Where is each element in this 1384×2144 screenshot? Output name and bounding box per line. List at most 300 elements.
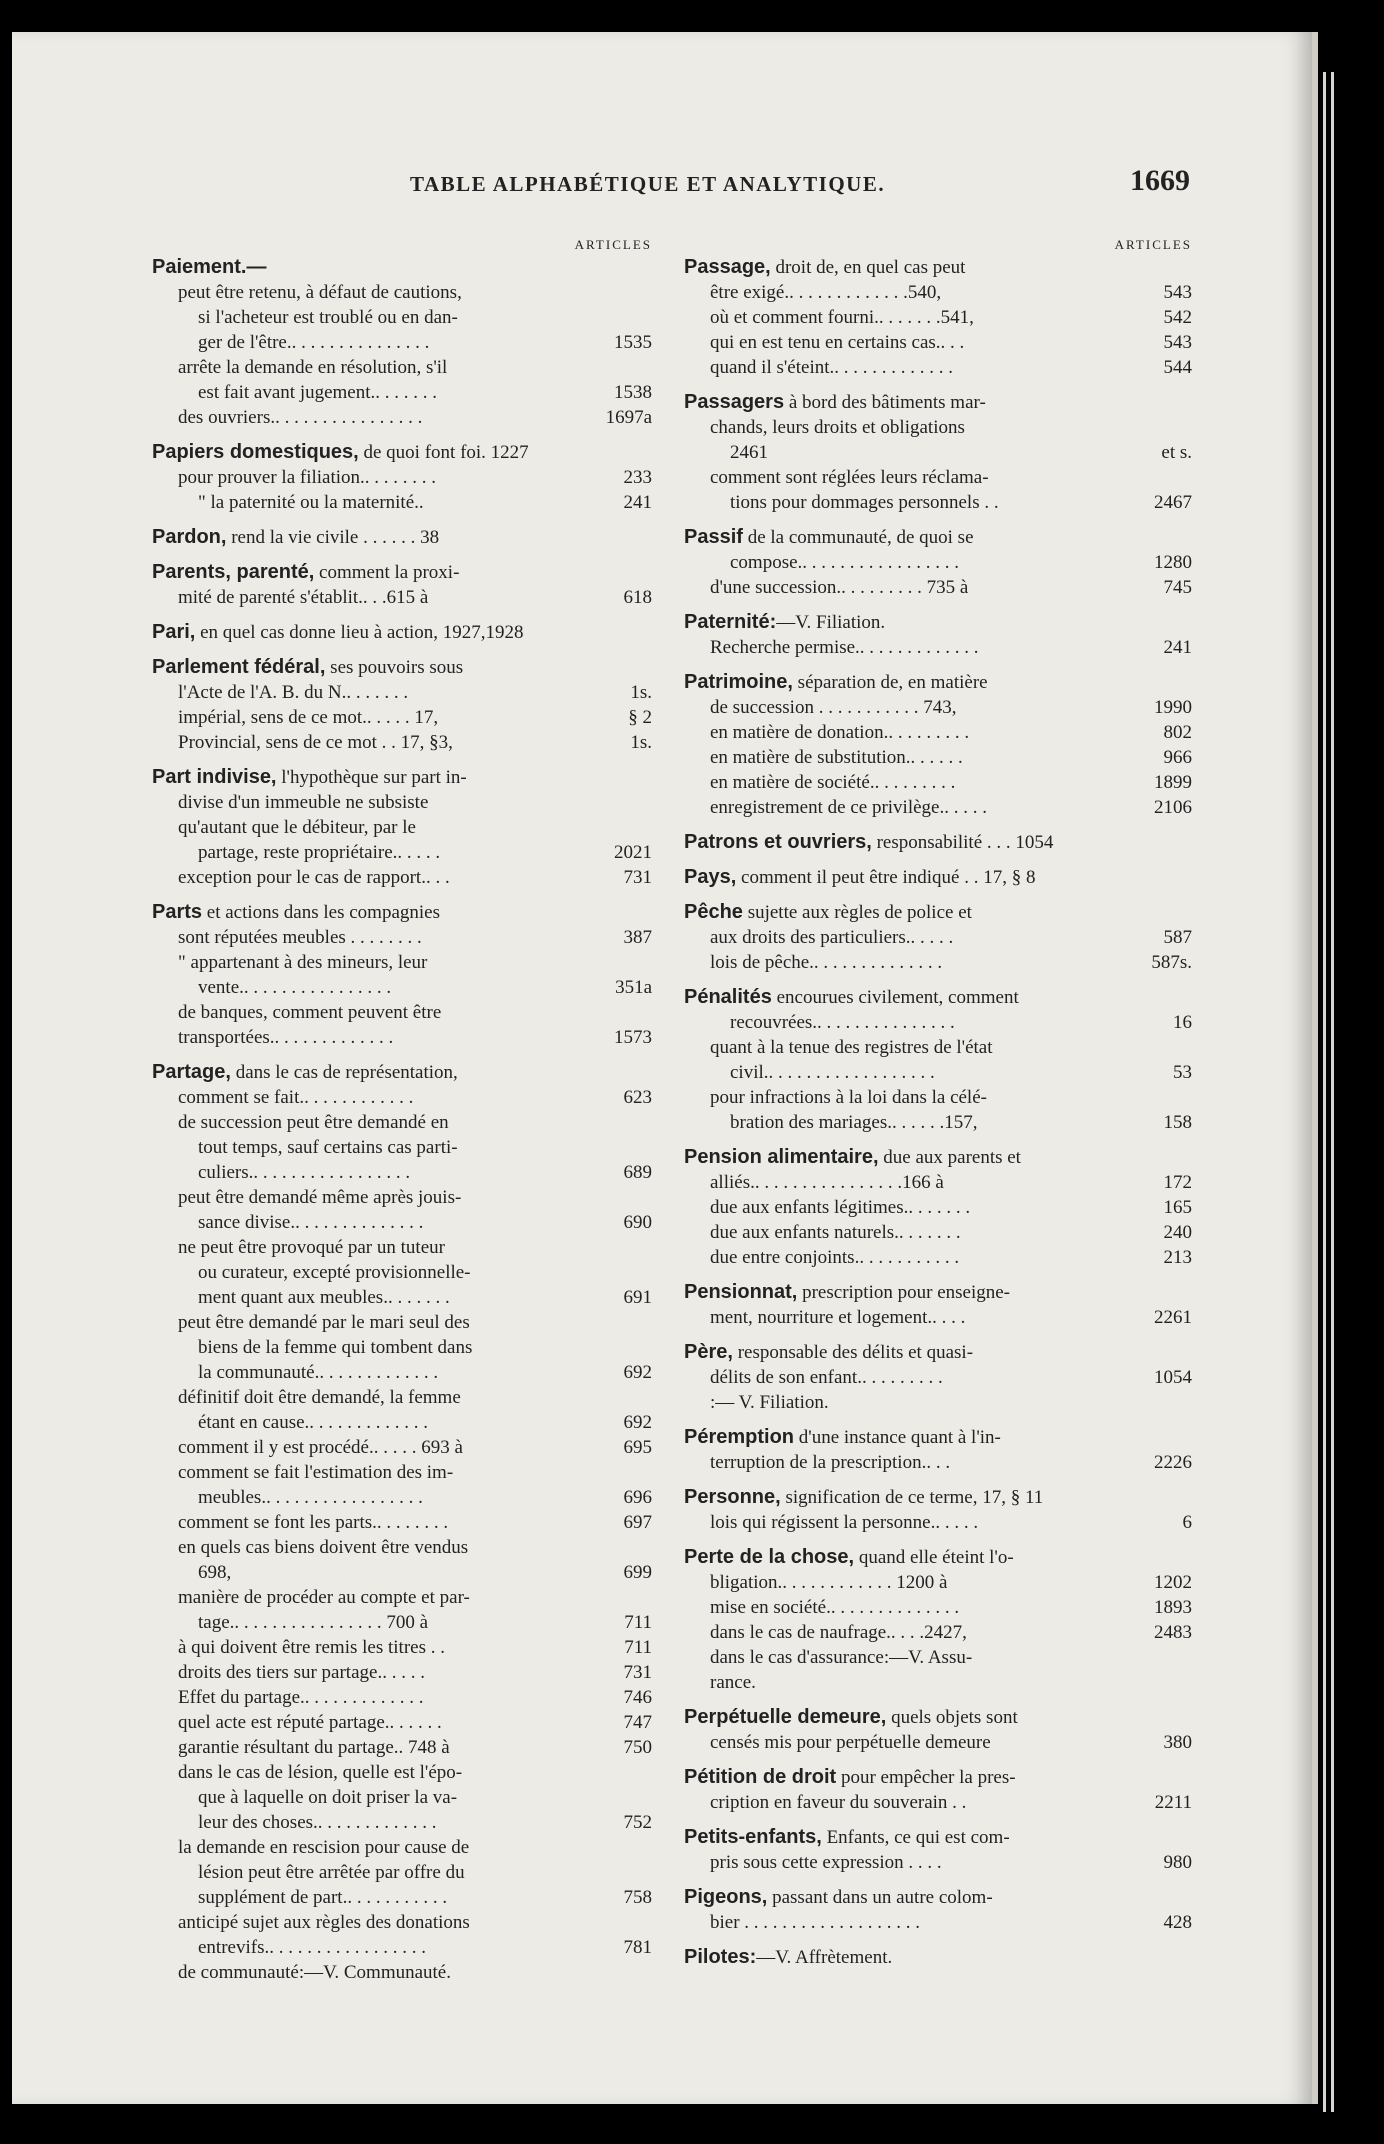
article-number: 711 [620, 1610, 652, 1635]
subline-text: impérial, sens de ce mot.. . . . . 17, [178, 707, 439, 728]
subline-text: comment il y est procédé.. . . . . 693 à [178, 1437, 463, 1458]
entry-subline [152, 1610, 652, 1635]
index-entry [684, 1545, 1192, 1695]
entry-subline [152, 330, 652, 355]
article-number: 543 [1160, 280, 1193, 305]
entry-headword: Papiers domestiques, [152, 441, 359, 463]
entry-heading-line [152, 765, 652, 790]
entry-heading-line [152, 255, 652, 280]
article-number: 2261 [1150, 1305, 1192, 1330]
subline-text: :— V. Filiation. [710, 1392, 829, 1413]
entry-heading-line [684, 1885, 1192, 1910]
subline-text: civil.. . . . . . . . . . . . . . . . . . [730, 1062, 935, 1083]
subline-text: leur des choses.. . . . . . . . . . . . . [198, 1812, 437, 1833]
entry-subline [684, 1085, 1192, 1110]
index-entry [684, 670, 1192, 820]
index-entry [684, 985, 1192, 1135]
entry-headword: Pilotes: [684, 1946, 757, 1968]
index-entry [152, 525, 652, 550]
subline-text: bration des mariages.. . . . . .157, [730, 1112, 978, 1133]
entry-subline [152, 1660, 652, 1685]
entry-heading-line [152, 900, 652, 925]
entry-headword: Pension alimentaire, [684, 1146, 879, 1168]
entry-subline [684, 280, 1192, 305]
entry-subline [152, 1110, 652, 1135]
article-number: 692 [620, 1410, 653, 1435]
article-number: 1573 [610, 1025, 652, 1050]
entry-subline [684, 1450, 1192, 1475]
subline-text: entrevifs.. . . . . . . . . . . . . . . . . [198, 1937, 426, 1958]
entry-heading-line [684, 1425, 1192, 1450]
entry-heading-text: en quel cas donne lieu à action, 1927,1928 [195, 622, 524, 643]
subline-text: aux droits des particuliers.. . . . . [710, 927, 954, 948]
subline-text: " appartenant à des mineurs, leur [178, 952, 428, 973]
entry-heading-text: signification de ce terme, 17, § 11 [780, 1487, 1044, 1508]
subline-text: Provincial, sens de ce mot . . 17, §3, [178, 732, 453, 753]
subline-text: terruption de la prescription.. . . [710, 1452, 951, 1473]
article-number: 746 [620, 1685, 653, 1710]
entry-subline [152, 815, 652, 840]
entry-headword: Partage, [152, 1061, 231, 1083]
entry-heading-line [684, 670, 1192, 695]
entry-heading-text: prescription pour enseigne- [797, 1282, 1010, 1303]
entry-subline [152, 1185, 652, 1210]
entry-subline [684, 635, 1192, 660]
subline-text: divise d'un immeuble ne subsiste [178, 792, 429, 813]
entry-subline [684, 440, 1192, 465]
index-entry [684, 1825, 1192, 1875]
subline-text: due entre conjoints.. . . . . . . . . . . [710, 1247, 960, 1268]
entry-subline [152, 1885, 652, 1910]
subline-text: sont réputées meubles . . . . . . . . [178, 927, 422, 948]
entry-subline [684, 1510, 1192, 1535]
entry-headword: Péremption [684, 1426, 795, 1448]
article-number: 750 [620, 1735, 653, 1760]
index-entry [152, 560, 652, 610]
running-title: TABLE ALPHABÉTIQUE ET ANALYTIQUE. [410, 172, 886, 196]
entry-heading-text: de quoi font foi. 1227 [358, 442, 529, 463]
entry-subline [152, 1135, 652, 1160]
subline-text: définitif doit être demandé, la femme [178, 1387, 461, 1408]
entry-subline [152, 1160, 652, 1185]
entry-heading-line [684, 1705, 1192, 1730]
index-entry [152, 765, 652, 890]
index-entry [684, 255, 1192, 380]
entry-subline [684, 1110, 1192, 1135]
entry-subline [684, 1790, 1192, 1815]
subline-text: anticipé sujet aux règles des donations [178, 1912, 470, 1933]
article-number: 692 [620, 1360, 653, 1385]
entry-subline [152, 1960, 652, 1985]
article-number: 1697a [602, 405, 652, 430]
article-number: 2106 [1150, 795, 1192, 820]
article-number: 16 [1169, 1010, 1192, 1035]
subline-text: pris sous cette expression . . . . [710, 1852, 942, 1873]
entry-subline [152, 1310, 652, 1335]
entry-headword: Pari, [152, 621, 196, 643]
index-entry [684, 390, 1192, 515]
subline-text: compose.. . . . . . . . . . . . . . . . . [730, 552, 960, 573]
subline-text: Effet du partage.. . . . . . . . . . . . . [178, 1687, 424, 1708]
articles-label: ARTICLES [574, 237, 652, 252]
entry-subline [152, 1785, 652, 1810]
index-entry [152, 655, 652, 755]
entry-subline [152, 1385, 652, 1410]
entry-subline [684, 1220, 1192, 1245]
entry-subline [152, 490, 652, 515]
subline-text: l'Acte de l'A. B. du N.. . . . . . . [178, 682, 409, 703]
index-entry [684, 1765, 1192, 1815]
index-column-left [152, 232, 652, 1995]
entry-heading-text: encourues civilement, comment [771, 987, 1019, 1008]
article-number: 233 [620, 465, 653, 490]
subline-text: vente.. . . . . . . . . . . . . . . . [198, 977, 392, 998]
article-number: 695 [620, 1435, 653, 1460]
entry-heading-line [152, 655, 652, 680]
entry-subline [684, 1570, 1192, 1595]
article-number: 2021 [610, 840, 652, 865]
entry-subline [152, 1235, 652, 1260]
entry-subline [152, 1635, 652, 1660]
subline-text: quand il s'éteint.. . . . . . . . . . . . . [710, 357, 954, 378]
entry-subline [684, 1010, 1192, 1035]
subline-text: est fait avant jugement.. . . . . . . [198, 382, 438, 403]
entry-subline [684, 720, 1192, 745]
entry-heading-text: due aux parents et [878, 1147, 1021, 1168]
entry-headword: Pénalités [684, 986, 772, 1008]
subline-text: comment se fait.. . . . . . . . . . . . [178, 1087, 414, 1108]
entry-heading-text: rend la vie civile . . . . . . 38 [226, 527, 440, 548]
subline-text: des ouvriers.. . . . . . . . . . . . . . . . [178, 407, 423, 428]
subline-text: manière de procéder au compte et par- [178, 1587, 470, 1608]
entry-heading-line [152, 440, 652, 465]
index-entry [152, 255, 652, 430]
entry-subline [684, 1060, 1192, 1085]
subline-text: mise en société.. . . . . . . . . . . . . . [710, 1597, 960, 1618]
article-number: 731 [620, 1660, 653, 1685]
subline-text: qui en est tenu en certains cas.. . . [710, 332, 965, 353]
subline-text: peut être retenu, à défaut de cautions, [178, 282, 462, 303]
index-entry [684, 1340, 1192, 1415]
article-number: 428 [1160, 1910, 1193, 1935]
entry-heading-text: responsabilité . . . 1054 [871, 832, 1054, 853]
index-entry [684, 1885, 1192, 1935]
page-number: 1669 [1130, 164, 1190, 197]
entry-headword: Père, [684, 1341, 733, 1363]
index-entry [684, 1425, 1192, 1475]
entry-heading-text: responsable des délits et quasi- [732, 1342, 974, 1363]
articles-label: ARTICLES [1114, 237, 1192, 252]
entry-subline [684, 1645, 1192, 1670]
subline-text: supplément de part.. . . . . . . . . . . [198, 1887, 448, 1908]
entry-subline [152, 1910, 652, 1935]
article-number: 387 [620, 925, 653, 950]
subline-text: ger de l'être.. . . . . . . . . . . . . . . [198, 332, 430, 353]
index-entry [684, 525, 1192, 600]
subline-text: 2461 [730, 442, 768, 463]
entry-heading-text: quand elle éteint l'o- [854, 1547, 1014, 1568]
index-column-right [684, 232, 1192, 1980]
subline-text: transportées.. . . . . . . . . . . . . [178, 1027, 394, 1048]
subline-text: partage, reste propriétaire.. . . . . [198, 842, 441, 863]
subline-text: bier . . . . . . . . . . . . . . . . . . . [710, 1912, 921, 1933]
entry-headword: Parents, parenté, [152, 561, 315, 583]
entry-headword: Patrons et ouvriers, [684, 831, 872, 853]
entry-heading-line [684, 865, 1192, 890]
subline-text: tage.. . . . . . . . . . . . . . . . 700 à [198, 1612, 429, 1633]
article-number: 1s. [626, 680, 652, 705]
subline-text: recouvrées.. . . . . . . . . . . . . . . [730, 1012, 955, 1033]
article-number: 1899 [1150, 770, 1192, 795]
entry-heading-line [684, 1765, 1192, 1790]
entry-heading-text: sujette aux règles de police et [742, 902, 972, 923]
subline-text: ne peut être provoqué par un tuteur [178, 1237, 445, 1258]
subline-text: dans le cas de lésion, quelle est l'épo- [178, 1762, 463, 1783]
article-number: 240 [1160, 1220, 1193, 1245]
entry-heading-line [684, 830, 1192, 855]
entry-subline [152, 1760, 652, 1785]
article-number: 587s. [1147, 950, 1192, 975]
entry-subline [684, 925, 1192, 950]
entry-heading-text: d'une instance quant à l'in- [794, 1427, 1001, 1448]
article-number: 697 [620, 1510, 653, 1535]
subline-text: quant à la tenue des registres de l'état [710, 1037, 993, 1058]
subline-text: due aux enfants naturels.. . . . . . . [710, 1222, 961, 1243]
article-number: 802 [1160, 720, 1193, 745]
subline-text: lois qui régissent la personne.. . . . . [710, 1512, 979, 1533]
article-number: et s. [1157, 440, 1192, 465]
entry-subline [152, 1260, 652, 1285]
subline-text: étant en cause.. . . . . . . . . . . . . [198, 1412, 429, 1433]
subline-text: alliés.. . . . . . . . . . . . . . . .166 à [710, 1172, 944, 1193]
subline-text: pour infractions à la loi dans la célé- [710, 1087, 987, 1108]
article-number: 380 [1160, 1730, 1193, 1755]
article-number: 1280 [1150, 550, 1192, 575]
article-number: 758 [620, 1885, 653, 1910]
entry-subline [152, 1210, 652, 1235]
subline-text: censés mis pour perpétuelle demeure [710, 1732, 991, 1753]
entry-heading-text: séparation de, en matière [792, 672, 988, 693]
entry-headword: Pardon, [152, 526, 227, 548]
article-number: 731 [620, 865, 653, 890]
entry-headword: Parts [152, 901, 203, 923]
article-number: 165 [1160, 1195, 1193, 1220]
entry-subline [684, 1365, 1192, 1390]
subline-text: dans le cas de naufrage.. . . .2427, [710, 1622, 967, 1643]
entry-subline [684, 415, 1192, 440]
entry-heading-text: et actions dans les compagnies [202, 902, 440, 923]
entry-subline [152, 1435, 652, 1460]
entry-subline [152, 840, 652, 865]
entry-headword: Paternité: [684, 611, 777, 633]
entry-heading-line [684, 985, 1192, 1010]
entry-headword: Pétition de droit [684, 1766, 837, 1788]
entry-subline [684, 355, 1192, 380]
index-entry [684, 865, 1192, 890]
entry-headword: Perpétuelle demeure, [684, 1706, 887, 1728]
entry-headword: Pensionnat, [684, 1281, 798, 1303]
entry-subline [152, 730, 652, 755]
subline-text: tions pour dommages personnels . . [730, 492, 999, 513]
entry-subline [152, 1810, 652, 1835]
entry-headword: Patrimoine, [684, 671, 793, 693]
entry-heading-line [152, 1060, 652, 1085]
entry-subline [684, 575, 1192, 600]
index-entry [684, 1280, 1192, 1330]
subline-text: où et comment fourni.. . . . . . .541, [710, 307, 974, 328]
subline-text: chands, leurs droits et obligations [710, 417, 965, 438]
subline-text: en matière de donation.. . . . . . . . . [710, 722, 970, 743]
index-entry [684, 1485, 1192, 1535]
article-number: 1054 [1150, 1365, 1192, 1390]
article-number: 980 [1160, 1850, 1193, 1875]
article-number: 1s. [626, 730, 652, 755]
entry-subline [152, 1360, 652, 1385]
article-number: 587 [1160, 925, 1193, 950]
subline-text: sance divise.. . . . . . . . . . . . . . [198, 1212, 424, 1233]
entry-subline [684, 1670, 1192, 1695]
article-number: 711 [620, 1635, 652, 1660]
entry-heading-line [684, 390, 1192, 415]
entry-headword: Passagers [684, 391, 785, 413]
entry-heading-text: —V. Affrètement. [756, 1947, 893, 1968]
entry-subline [152, 975, 652, 1000]
subline-text: exception pour le cas de rapport.. . . [178, 867, 450, 888]
subline-text: tout temps, sauf certains cas parti- [198, 1137, 458, 1158]
entry-subline [684, 1305, 1192, 1330]
entry-heading-text: de la communauté, de quoi se [742, 527, 974, 548]
subline-text: comment se fait l'estimation des im- [178, 1462, 454, 1483]
entry-subline [152, 1460, 652, 1485]
article-number: 1202 [1150, 1570, 1192, 1595]
entry-heading-line [152, 620, 652, 645]
entry-heading-text: pour empêcher la pres- [836, 1767, 1016, 1788]
index-entry [684, 900, 1192, 975]
entry-subline [684, 1910, 1192, 1935]
entry-heading-line [684, 1825, 1192, 1850]
article-number: 213 [1160, 1245, 1193, 1270]
article-number: 351a [611, 975, 652, 1000]
subline-text: enregistrement de ce privilège.. . . . . [710, 797, 987, 818]
entry-subline [152, 1735, 652, 1760]
article-number: 747 [620, 1710, 653, 1735]
entry-subline [152, 790, 652, 815]
entry-headword: Passage, [684, 256, 771, 278]
subline-text: garantie résultant du partage.. 748 à [178, 1737, 450, 1758]
entry-subline [684, 1170, 1192, 1195]
article-number: 158 [1160, 1110, 1193, 1135]
index-entry [152, 1060, 652, 1985]
subline-text: de succession . . . . . . . . . . . 743, [710, 697, 957, 718]
article-number: 696 [620, 1485, 653, 1510]
article-number: 1535 [610, 330, 652, 355]
subline-text: de banques, comment peuvent être [178, 1002, 442, 1023]
entry-subline [684, 1195, 1192, 1220]
entry-heading-line [684, 610, 1192, 635]
entry-subline [684, 330, 1192, 355]
article-number: 966 [1160, 745, 1193, 770]
article-number: 544 [1160, 355, 1193, 380]
subline-text: ou curateur, excepté provisionnelle- [198, 1262, 471, 1283]
subline-text: comment se font les parts.. . . . . . . . [178, 1512, 449, 1533]
entry-headword: Parlement fédéral, [152, 656, 326, 678]
entry-subline [152, 1585, 652, 1610]
entry-subline [684, 1730, 1192, 1755]
entry-heading-text: l'hypothèque sur part in- [276, 767, 467, 788]
subline-text: mité de parenté s'établit.. . .615 à [178, 587, 429, 608]
entry-heading-line [684, 1545, 1192, 1570]
entry-subline [684, 550, 1192, 575]
entry-headword: Passif [684, 526, 743, 548]
subline-text: de succession peut être demandé en [178, 1112, 449, 1133]
entry-subline [152, 925, 652, 950]
entry-headword: Pigeons, [684, 1886, 768, 1908]
entry-subline [684, 695, 1192, 720]
entry-heading-text: Enfants, ce qui est com- [821, 1827, 1010, 1848]
article-number: 1538 [610, 380, 652, 405]
subline-text: rance. [710, 1672, 756, 1693]
index-entry [684, 1145, 1192, 1270]
entry-heading-line [684, 255, 1192, 280]
subline-text: la communauté.. . . . . . . . . . . . . [198, 1362, 439, 1383]
subline-text: ment quant aux meubles.. . . . . . . [198, 1287, 450, 1308]
index-entry [684, 1705, 1192, 1755]
entry-subline [684, 465, 1192, 490]
index-entry [684, 830, 1192, 855]
article-number: 752 [620, 1810, 653, 1835]
entry-headword: Part indivise, [152, 766, 277, 788]
entry-subline [152, 305, 652, 330]
entry-headword: Pêche [684, 901, 743, 923]
entry-heading-text: quels objets sont [886, 1707, 1018, 1728]
page-edge [1323, 72, 1326, 2112]
subline-text: de communauté:—V. Communauté. [178, 1962, 451, 1983]
article-number: 699 [620, 1560, 653, 1585]
index-entry [152, 900, 652, 1050]
article-number: § 2 [624, 705, 652, 730]
entry-heading-text: dans le cas de représentation, [230, 1062, 458, 1083]
entry-subline [684, 1245, 1192, 1270]
subline-text: due aux enfants légitimes.. . . . . . . [710, 1197, 971, 1218]
article-number: 2211 [1151, 1790, 1192, 1815]
entry-heading-line [684, 900, 1192, 925]
entry-heading-line [684, 1485, 1192, 1510]
entry-subline [684, 1595, 1192, 1620]
entry-subline [152, 355, 652, 380]
entry-subline [152, 1410, 652, 1435]
subline-text: comment sont réglées leurs réclama- [710, 467, 989, 488]
subline-text: dans le cas d'assurance:—V. Assu- [710, 1647, 973, 1668]
subline-text: cription en faveur du souverain . . [710, 1792, 967, 1813]
subline-text: qu'autant que le débiteur, par le [178, 817, 416, 838]
entry-subline [152, 1335, 652, 1360]
entry-subline [152, 465, 652, 490]
entry-subline [684, 1035, 1192, 1060]
index-entry [152, 620, 652, 645]
entry-subline [684, 1390, 1192, 1415]
entry-subline [152, 1285, 652, 1310]
subline-text: lois de pêche.. . . . . . . . . . . . . . [710, 952, 943, 973]
entry-subline [152, 680, 652, 705]
subline-text: ment, nourriture et logement.. . . . [710, 1307, 966, 1328]
entry-headword: Personne, [684, 1486, 781, 1508]
subline-text: lésion peut être arrêtée par offre du [198, 1862, 465, 1883]
entry-headword: Petits-enfants, [684, 1826, 822, 1848]
entry-subline [152, 1685, 652, 1710]
entry-heading-text: —V. Filiation. [776, 612, 886, 633]
subline-text: arrête la demande en résolution, s'il [178, 357, 448, 378]
entry-heading-line [152, 560, 652, 585]
